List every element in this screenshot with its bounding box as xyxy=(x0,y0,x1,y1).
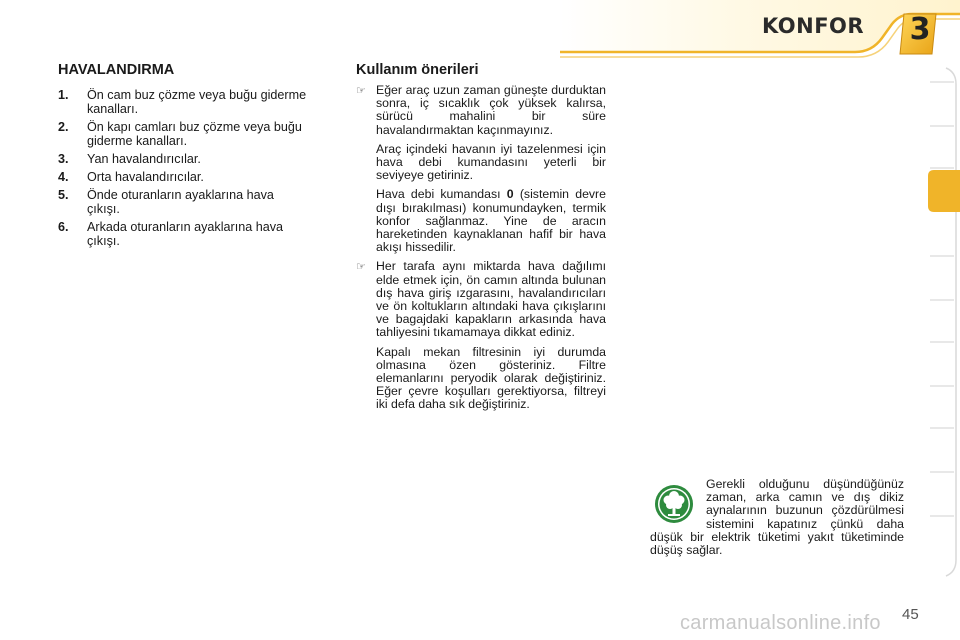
item-number: 3. xyxy=(58,152,69,166)
tip-paragraph xyxy=(376,188,606,254)
hand-pointer-icon: ☞ xyxy=(356,261,366,274)
item-text: Önde oturanların ayaklarına hava çıkışı. xyxy=(87,188,274,216)
item-text: Ön kapı camları buz çözme veya buğu giderme kanalları. xyxy=(87,120,302,148)
tip-text: Her tarafa aynı miktarda hava dağılımı elde etmek için, ön camın altında bulunan dış hava giriş ızgarasını, havalandırıcıları ve ön koltukların altındaki hava çıkışlarını ve bagajdaki kapakların arkasında hava tahliyesini tıkamamaya dikkat ediniz. xyxy=(376,259,606,340)
tip-paragraph: Kapalı mekan filtresinin iyi durumda olmasına özen gösteriniz. Filtre elemanlarını peryodik olarak değiştiriniz. Eğer çevre koşulları gerektiyorsa, filtreyi iki defa daha sık değiştiriniz. xyxy=(376,344,606,412)
item-text: Yan havalandırıcılar. xyxy=(87,152,201,166)
list-item xyxy=(58,220,308,248)
item-text: Arkada oturanların ayaklarına hava çıkışı. xyxy=(87,220,284,248)
list-item xyxy=(58,170,308,184)
item-number: 5. xyxy=(58,188,69,202)
tip-item xyxy=(356,84,606,137)
list-item xyxy=(58,152,308,166)
list-item xyxy=(58,188,308,216)
tip-paragraph-text: (sistemin devre dışı bırakılması) konumundayken, termik konfor sağlanmaz. Yine de aracın hareketinden kaynaklanan hafif bir hava akışı hissedilir. xyxy=(376,187,606,255)
tip-paragraph: Araç içindeki havanın iyi tazelenmesi için hava debi kumandasını yeterli bir seviyeye getiriniz. xyxy=(376,141,606,183)
section-title-recommendations: Kullanım önerileri xyxy=(356,62,479,78)
section-title-ventilation: HAVALANDIRMA xyxy=(58,62,175,78)
tree-icon xyxy=(654,482,694,526)
page-number: 45 xyxy=(902,606,919,623)
item-number: 1. xyxy=(58,88,69,102)
list-item xyxy=(58,120,308,148)
recommendations xyxy=(356,84,606,418)
item-number: 4. xyxy=(58,170,69,184)
tip-text: Eğer araç uzun zaman güneşte durduktan sonra, iç sıcaklık çok yüksek kalırsa, sürücü mahalini bir süre havalandırmaktan kaçınmayınız. xyxy=(376,83,606,137)
position-zero-label: 0 xyxy=(506,187,514,202)
chapter-side-tabs xyxy=(920,60,960,580)
watermark: carmanualsonline.info xyxy=(680,612,881,634)
item-number: 6. xyxy=(58,220,69,234)
item-text: Orta havalandırıcılar. xyxy=(87,170,204,184)
vent-list xyxy=(58,88,308,252)
chapter-title: KONFOR xyxy=(761,14,865,38)
tip-paragraph-text: Hava debi kumandası xyxy=(376,187,507,202)
tip-item xyxy=(356,260,606,339)
item-text: Ön cam buz çözme veya buğu giderme kanalları. xyxy=(87,88,307,116)
eco-note-text: Gerekli olduğunu düşündüğünüz zaman, arka camın ve dış dikiz aynalarının buzunun çözdürülmesi sistemini kapatınız çünkü daha düşük bir elektrik tüketimi yakıt tüketiminde düşüş sağlar. xyxy=(650,477,904,558)
hand-pointer-icon: ☞ xyxy=(356,85,366,97)
chapter-number: 3 xyxy=(909,12,931,47)
list-item xyxy=(58,88,308,116)
item-number: 2. xyxy=(58,120,69,134)
side-tab-active[interactable] xyxy=(928,170,960,212)
